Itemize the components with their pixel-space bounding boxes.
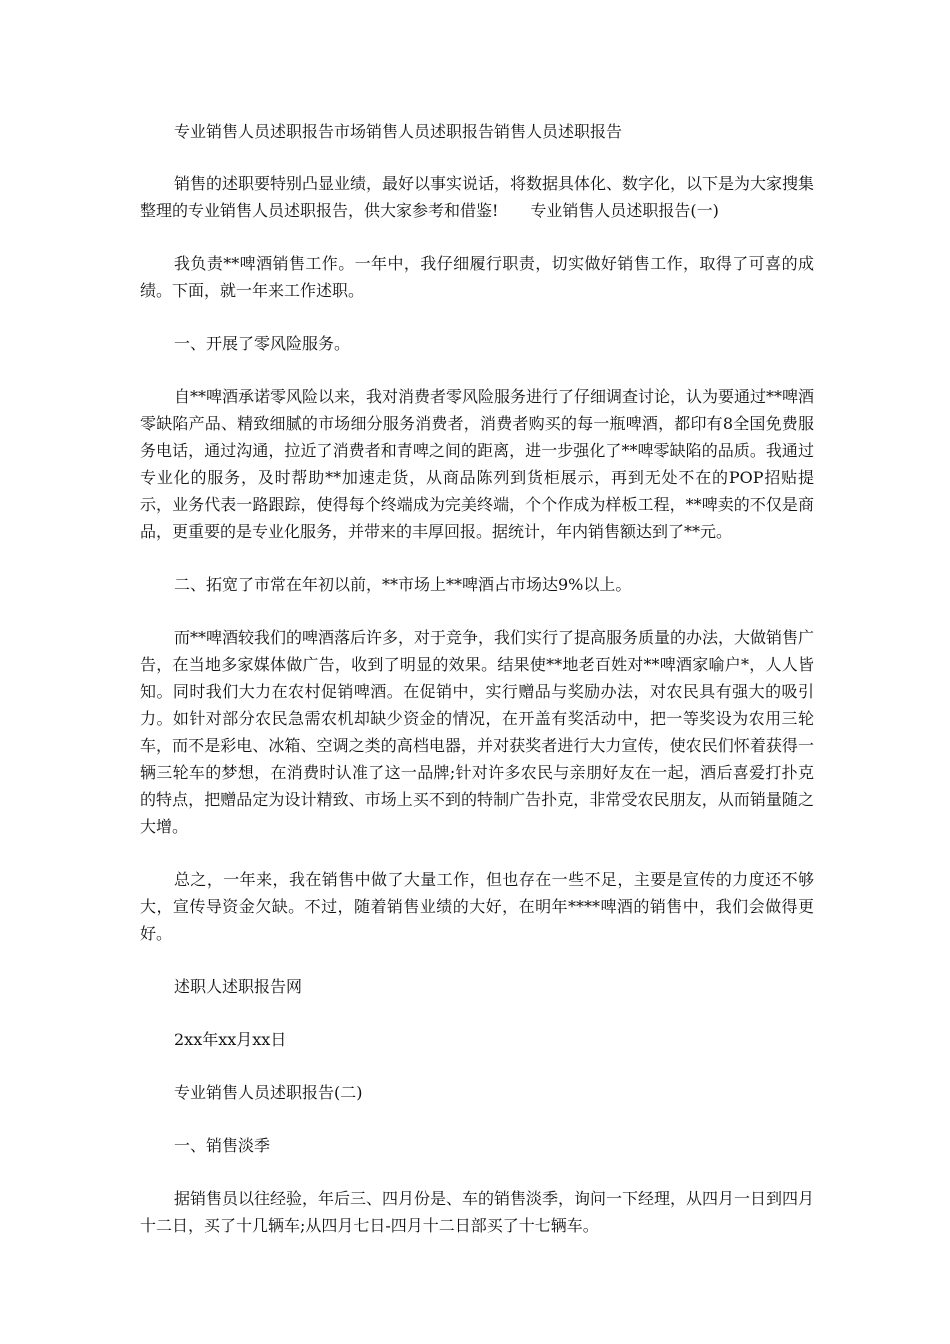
paragraph-responsibility: 我负责**啤酒销售工作。一年中，我仔细履行职责，切实做好销售工作，取得了可喜的成绩。下面，就一年来工作述职。 [140, 254, 814, 300]
paragraph-off-season: 据销售员以往经验，年后三、四月份是、车的销售淡季，询问一下经理，从四月一日到四月十二日，买了十几辆车;从四月七日-四月十二日部买了十七辆车。 [140, 1189, 815, 1235]
paragraph-intro: 销售的述职要特别凸显业绩，最好以事实说话，将数据具体化、数字化，以下是为大家搜集整理的专业销售人员述职报告，供大家参考和借鉴! 专业销售人员述职报告(一) [140, 174, 815, 220]
signature-date: 2xx年xx月xx日 [174, 1030, 287, 1049]
section-heading-off-season: 一、销售淡季 [174, 1136, 271, 1155]
paragraph-market: 而**啤酒较我们的啤酒落后许多，对于竞争，我们实行了提高服务质量的办法，大做销售广告，在当地多家媒体做广告，收到了明显的效果。结果使**地老百姓对**啤酒家喻户*，人人皆知。同时我们大力在农村促销啤酒。在促销中，实行赠品与奖励办法，对农民具有强大的吸引力。如针对部分农民急需农机却缺少资金的情况，在开盖有奖活动中，把一等奖设为农用三轮车，而不是彩电、冰箱、空调之类的高档电器，并对获奖者进行大力宣传，使农民们怀着获得一辆三轮车的梦想，在消费时认准了这一品牌;针对许多农民与亲朋好友在一起，酒后喜爱打扑克的特点，把赠品定为设计精致、市场上买不到的特制广告扑克，非常受农民朋友，从而销量随之大增。 [140, 628, 815, 836]
paragraph-zero-risk: 自**啤酒承诺零风险以来，我对消费者零风险服务进行了仔细调查讨论，认为要通过**啤酒零缺陷产品、精致细腻的市场细分服务消费者，消费者购买的每一瓶啤酒，都印有8全国免费服务电话，通过沟通，拉近了消费者和青啤之间的距离，进一步强化了**啤零缺陷的品质。我通过专业化的服务，及时帮助**加速走货，从商品陈列到货柜展示，再到无处不在的POP招贴提示，业务代表一路跟踪，使得每个终端成为完美终端，个个作成为样板工程，**啤卖的不仅是商品，更重要的是专业化服务，并带来的丰厚回报。据统计，年内销售额达到了**元。 [140, 387, 815, 541]
paragraph-summary: 总之，一年来，我在销售中做了大量工作，但也存在一些不足，主要是宣传的力度还不够大，宣传导资金欠缺。不过，随着销售业绩的大好，在明年****啤酒的销售中，我们会做得更好。 [140, 870, 814, 943]
report-two-title: 专业销售人员述职报告(二) [174, 1083, 363, 1102]
document-title: 专业销售人员述职报告市场销售人员述职报告销售人员述职报告 [174, 122, 623, 141]
section-heading-market: 二、拓宽了市常在年初以前，**市场上**啤酒占市场达9%以上。 [174, 575, 632, 594]
document-page [140, 118, 814, 1265]
signature-source: 述职人述职报告网 [174, 977, 303, 996]
section-heading-zero-risk: 一、开展了零风险服务。 [174, 334, 351, 353]
